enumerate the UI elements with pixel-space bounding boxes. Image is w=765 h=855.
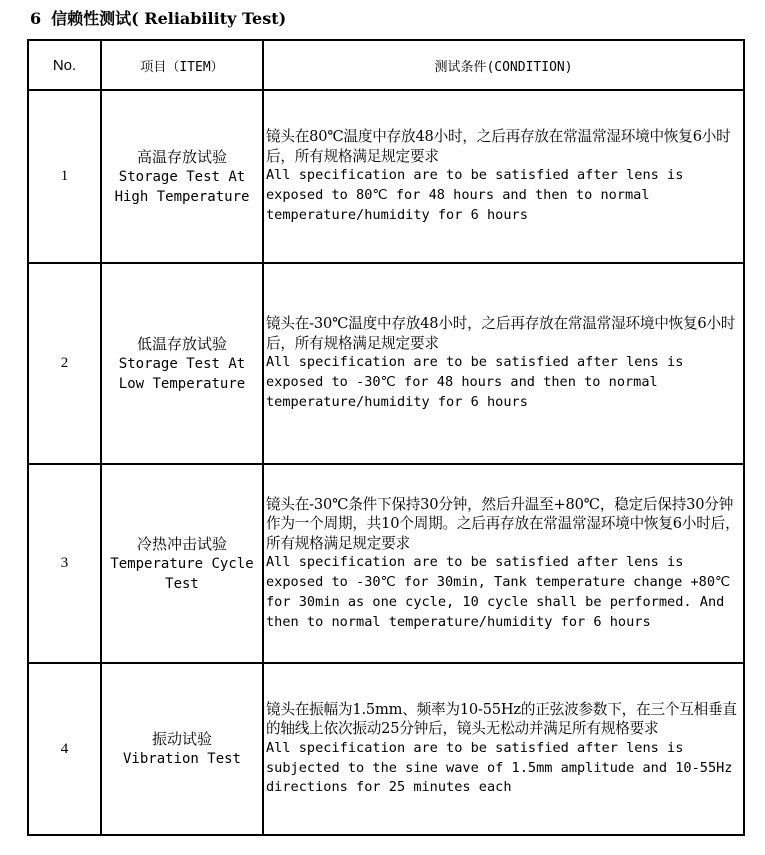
table-row xyxy=(28,90,744,263)
row-number: 3 xyxy=(28,464,101,663)
condition-en: All specification are to be satisfied after lens is exposed to -30℃ for 48 hours and then to normal temperature/humidity for 6 hours xyxy=(266,354,692,410)
test-item-cn: 冷热冲击试验 xyxy=(136,534,227,553)
condition-en: All specification are to be satisfied after lens is subjected to the sine wave of 1.5mm amplitude and 10-55Hz directions for 25 minutes each xyxy=(266,739,741,796)
condition-cn: 镜头在振幅为1.5mm、频率为10-55Hz的正弦波参数下，在三个互相垂直的轴线上依次振动25分钟后，镜头无松动并满足所有规格要求 xyxy=(266,700,737,738)
reliability-test-table xyxy=(27,39,745,836)
test-item xyxy=(101,90,263,263)
test-condition xyxy=(263,663,744,835)
condition-cn: 镜头在80℃温度中存放48小时，之后再存放在常温常湿环境中恢复6小时后，所有规格满足规定要求 xyxy=(266,128,731,165)
table-row xyxy=(28,263,744,464)
test-item-cn: 低温存放试验 xyxy=(136,334,227,353)
condition-cn: 镜头在-30℃温度中存放48小时，之后再存放在常温常湿环境中恢复6小时后，所有规格满足规定要求 xyxy=(266,315,736,352)
test-condition xyxy=(263,263,744,464)
condition-en: All specification are to be satisfied after lens is exposed to 80℃ for 48 hours and then to normal temperature/humidity for 6 hours xyxy=(266,167,692,223)
header-condition: 测试条件(CONDITION) xyxy=(263,40,744,90)
test-item-cn: 高温存放试验 xyxy=(136,147,227,166)
test-item xyxy=(101,263,263,464)
test-item-en: Temperature Cycle Test xyxy=(110,555,254,592)
row-number: 4 xyxy=(28,663,101,835)
section-title: 信赖性测试( Reliability Test) xyxy=(51,9,287,28)
test-item-en: Storage Test At High Temperature xyxy=(114,168,250,205)
condition-en: All specification are to be satisfied after lens is exposed to -30℃ for 30min, Tank temperature change +80℃ for 30min as one cycle, 10 cycle shall be performed. And then to normal temperature/humidity for 6 hours xyxy=(266,554,739,630)
condition-cn: 镜头在-30℃条件下保持30分钟，然后升温至+80℃，稳定后保持30分钟作为一个周期，共10个周期。之后再存放在常温常湿环境中恢复6小时后，所有规格满足规定要求 xyxy=(266,495,740,552)
table-header-row xyxy=(28,40,744,90)
table-row xyxy=(28,663,744,835)
row-number: 2 xyxy=(28,263,101,464)
test-item-cn: 振动试验 xyxy=(151,730,212,748)
test-condition xyxy=(263,90,744,263)
row-number: 1 xyxy=(28,90,101,263)
test-condition xyxy=(263,464,744,663)
test-item-en: Storage Test At Low Temperature xyxy=(118,355,246,392)
test-item xyxy=(101,464,263,663)
header-item: 项目（ITEM） xyxy=(101,40,263,90)
section-heading xyxy=(30,6,286,29)
test-item xyxy=(101,663,263,835)
test-item-en: Vibration Test xyxy=(122,751,241,767)
table-row xyxy=(28,464,744,663)
section-number: 6 xyxy=(30,9,42,28)
header-no: No. xyxy=(28,40,101,90)
